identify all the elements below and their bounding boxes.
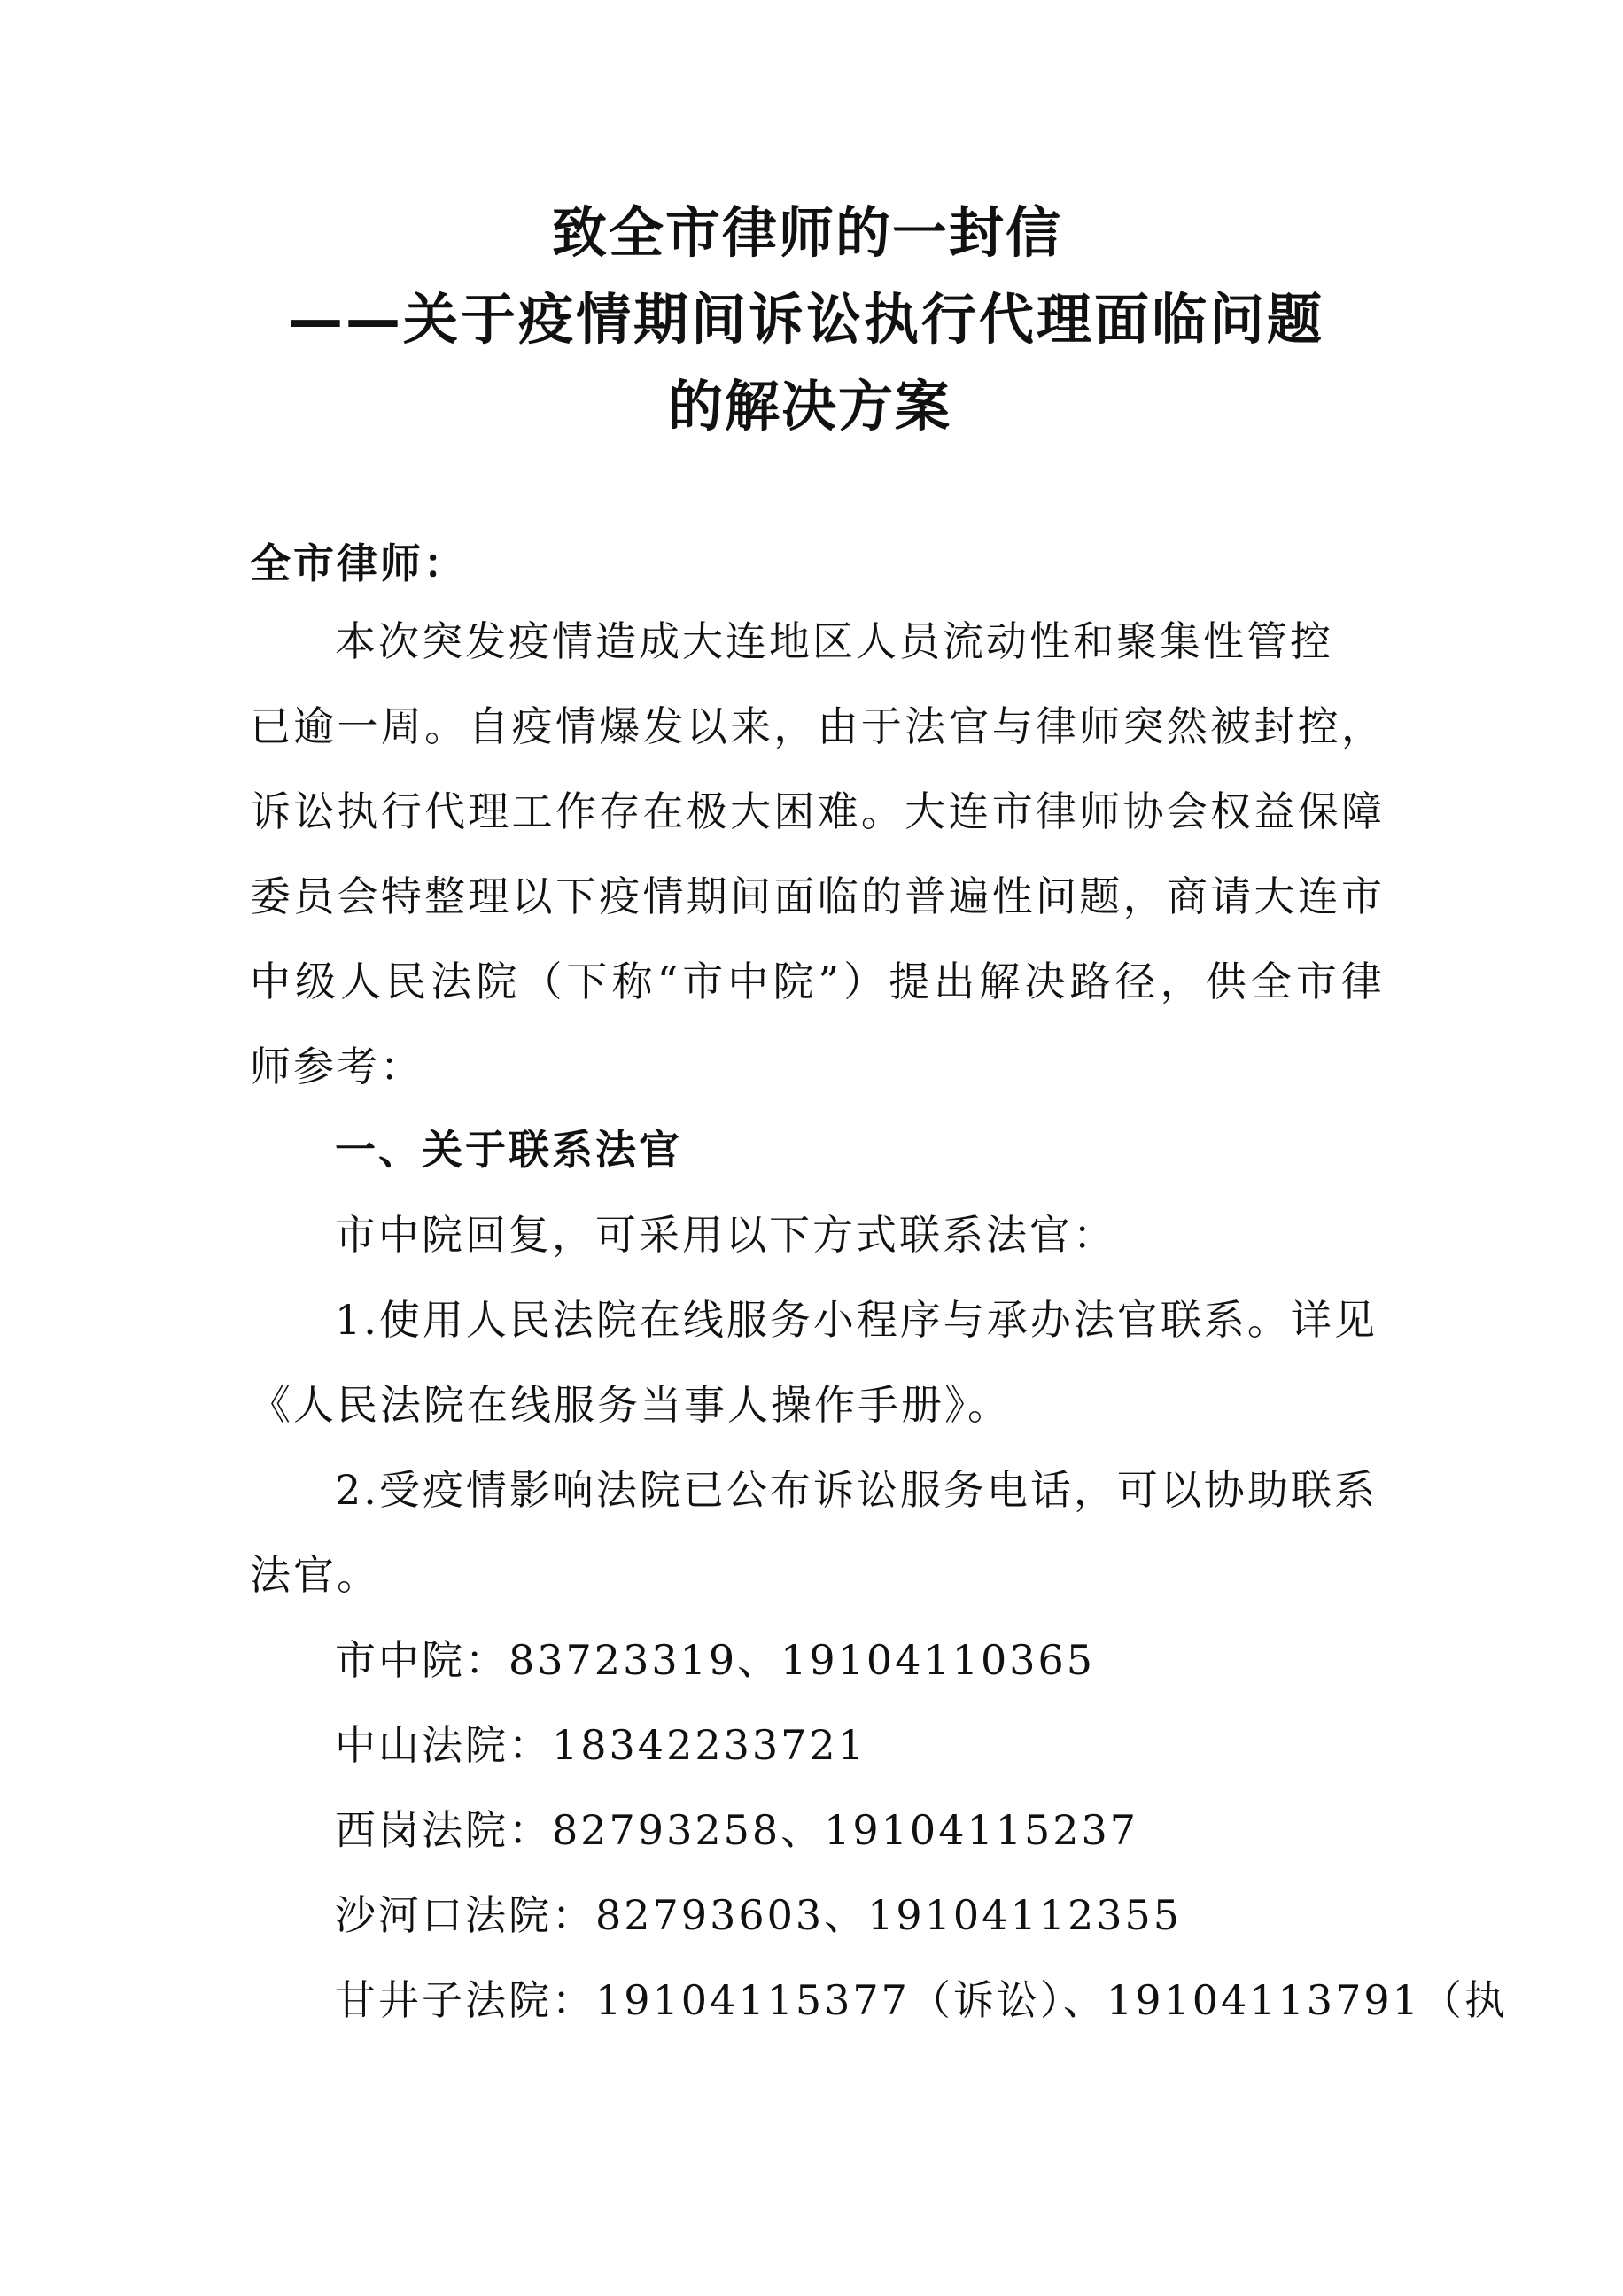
document-subtitle-continued: 的解决方案 bbox=[667, 374, 951, 438]
intro-line: 已逾一周。自疫情爆发以来，由于法官与律师突然被封控， bbox=[250, 702, 1382, 750]
intro-line: 委员会特整理以下疫情期间面临的普遍性问题，商请大连市 bbox=[250, 873, 1382, 920]
phone-entry: 沙河口法院：82793603、19104112355 bbox=[335, 1891, 1183, 1939]
intro-line: 诉讼执行代理工作存在极大困难。大连市律师协会权益保障 bbox=[250, 787, 1382, 835]
phone-entry: 中山法院：18342233721 bbox=[335, 1721, 866, 1769]
phone-entry: 市中院：83723319、19104110365 bbox=[335, 1636, 1096, 1684]
phone-entry: 西岗法院：82793258、19104115237 bbox=[335, 1806, 1139, 1854]
document-title: 致全市律师的一封信 bbox=[551, 200, 1062, 265]
phone-entry: 甘井子法院：19104115377（诉讼）、19104113791（执 bbox=[335, 1976, 1508, 2024]
list-item: 2.受疫情影响法院已公布诉讼服务电话，可以协助联系 bbox=[335, 1466, 1378, 1514]
list-item-continued: 法官。 bbox=[250, 1551, 380, 1599]
document-subtitle: ——关于疫情期间诉讼执行代理面临问题 bbox=[287, 287, 1324, 352]
list-item: 1.使用人民法院在线服务小程序与承办法官联系。详见 bbox=[335, 1296, 1378, 1344]
section-heading: 一、关于联系法官 bbox=[335, 1126, 682, 1174]
list-item-continued: 《人民法院在线服务当事人操作手册》。 bbox=[250, 1381, 1011, 1429]
intro-line: 本次突发疫情造成大连地区人员流动性和聚集性管控 bbox=[335, 617, 1333, 665]
salutation: 全市律师： bbox=[250, 539, 467, 587]
section-paragraph: 市中院回复，可采用以下方式联系法官： bbox=[335, 1211, 1116, 1259]
intro-line: 师参考： bbox=[250, 1043, 423, 1090]
intro-line: 中级人民法院（下称“市中院”）提出解决路径，供全市律 bbox=[250, 958, 1382, 1005]
